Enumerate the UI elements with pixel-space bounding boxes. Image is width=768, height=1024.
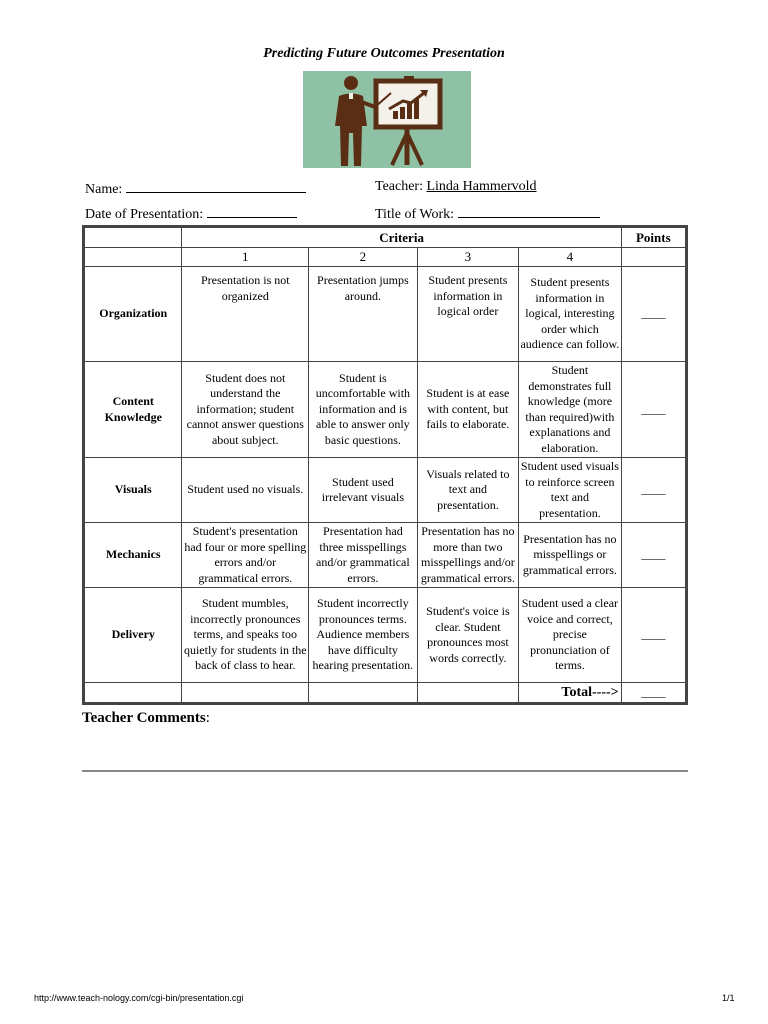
- rubric-cell: Presentation has no more than two misspellings and/or grammatical errors.: [417, 523, 519, 588]
- teacher-comments-colon: :: [205, 710, 210, 726]
- teacher-comments-label: Teacher Comments: [82, 710, 206, 726]
- points-cell[interactable]: ____: [621, 588, 686, 683]
- criterion-organization: Organization: [84, 267, 182, 362]
- table-row: [84, 523, 687, 588]
- teacher-name: Linda Hammervold: [426, 179, 537, 194]
- rubric-cell: Presentation has no misspellings or grammatical errors.: [519, 523, 622, 588]
- total-label: Total---->: [519, 683, 622, 704]
- total-blank: [84, 683, 182, 704]
- level-3: 3: [417, 248, 519, 267]
- date-label: Date of Presentation:: [85, 207, 204, 222]
- level-points-blank: [621, 248, 686, 267]
- teacher-field: [375, 179, 537, 195]
- rubric-table: [82, 225, 688, 705]
- name-label: Name:: [85, 182, 123, 197]
- rubric-cell: Student is at ease with content, but fails to elaborate.: [417, 362, 519, 458]
- rubric-cell: Student used a clear voice and correct, precise pronunciation of terms.: [519, 588, 622, 683]
- rubric-cell: Student is uncomfortable with information and is able to answer only basic questions.: [309, 362, 418, 458]
- level-blank: [84, 248, 182, 267]
- level-1: 1: [182, 248, 309, 267]
- rubric-cell: Student's voice is clear. Student pronounces most words correctly.: [417, 588, 519, 683]
- rubric-cell: Student mumbles, incorrectly pronounces terms, and speaks too quietly for students in the back of class to hear.: [182, 588, 309, 683]
- work-title-field[interactable]: [375, 204, 600, 223]
- points-cell[interactable]: ____: [621, 523, 686, 588]
- rubric-cell: Presentation had three misspellings and/or grammatical errors.: [309, 523, 418, 588]
- rubric-cell: Student's presentation had four or more spelling errors and/or grammatical errors.: [182, 523, 309, 588]
- criteria-header: Criteria: [182, 227, 621, 248]
- points-cell[interactable]: ____: [621, 458, 686, 523]
- rubric-cell: Student demonstrates full knowledge (more than required)with explanations and elaboration.: [519, 362, 622, 458]
- level-4: 4: [519, 248, 622, 267]
- criterion-mechanics: Mechanics: [84, 523, 182, 588]
- name-field[interactable]: [85, 179, 306, 198]
- rubric-cell: Student used no visuals.: [182, 458, 309, 523]
- footer-page-number: 1/1: [722, 993, 735, 1003]
- total-row: [84, 683, 687, 704]
- total-points[interactable]: ____: [621, 683, 686, 704]
- presenter-at-chart-icon: [303, 71, 471, 168]
- table-row: [84, 362, 687, 458]
- date-blank[interactable]: [207, 204, 297, 218]
- footer-url: http://www.teach-nology.com/cgi-bin/presentation.cgi: [34, 993, 244, 1003]
- table-row: [84, 267, 687, 362]
- rubric-cell: Presentation jumps around.: [309, 267, 418, 362]
- points-cell[interactable]: ____: [621, 362, 686, 458]
- rubric-cell: Presentation is not organized: [182, 267, 309, 362]
- rubric-cell: Student does not understand the information; student cannot answer questions about subject.: [182, 362, 309, 458]
- table-row: [84, 588, 687, 683]
- total-blank: [182, 683, 309, 704]
- table-row: [84, 458, 687, 523]
- rubric-cell: Student presents information in logical order: [417, 267, 519, 362]
- total-blank: [417, 683, 519, 704]
- rubric-cell: Visuals related to text and presentation.: [417, 458, 519, 523]
- rubric-cell: Student used visuals to reinforce screen text and presentation.: [519, 458, 622, 523]
- teacher-comments-heading: [82, 710, 210, 727]
- document-title: Predicting Future Outcomes Presentation: [263, 46, 505, 61]
- points-header: Points: [621, 227, 686, 248]
- criterion-delivery: Delivery: [84, 588, 182, 683]
- criterion-content-knowledge: Content Knowledge: [84, 362, 182, 458]
- work-title-blank[interactable]: [458, 204, 600, 218]
- rubric-cell: Student incorrectly pronounces terms. Audience members have difficulty hearing presentation.: [309, 588, 418, 683]
- teacher-label: Teacher:: [375, 179, 423, 194]
- date-field[interactable]: [85, 204, 297, 223]
- total-blank: [309, 683, 418, 704]
- rubric-cell: Student used irrelevant visuals: [309, 458, 418, 523]
- level-2: 2: [309, 248, 418, 267]
- work-title-label: Title of Work:: [375, 207, 454, 222]
- name-blank[interactable]: [126, 179, 306, 193]
- header-blank: [84, 227, 182, 248]
- rubric-cell: Student presents information in logical, interesting order which audience can follow.: [519, 267, 622, 362]
- criterion-visuals: Visuals: [84, 458, 182, 523]
- comments-divider: [82, 770, 688, 772]
- points-cell[interactable]: ____: [621, 267, 686, 362]
